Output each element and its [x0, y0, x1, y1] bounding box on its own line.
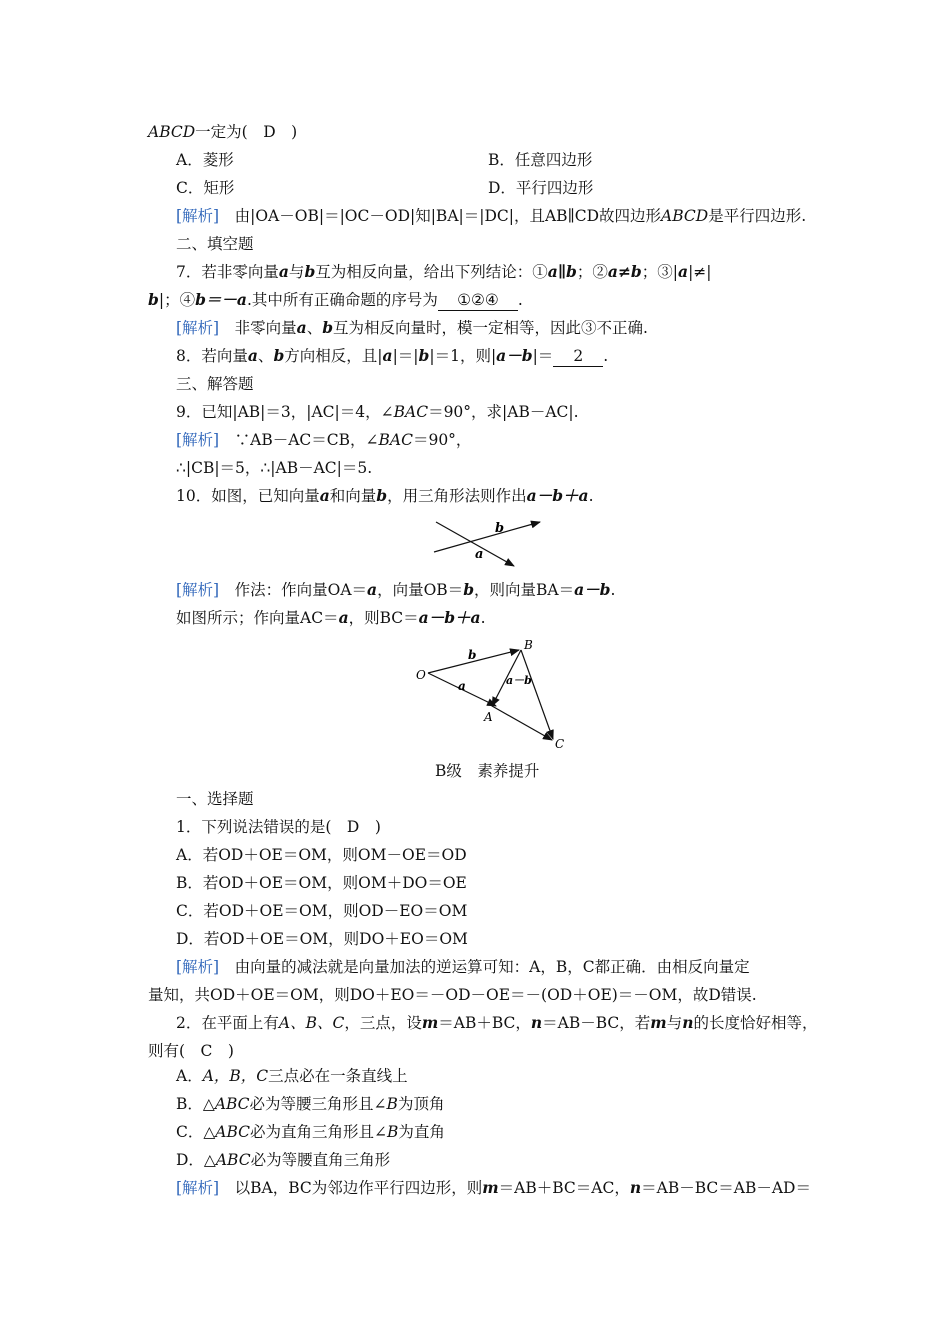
- q7-conclusion-4: b＝－a: [195, 290, 247, 309]
- b1-option-a: A．若OD＋OE＝OM，则OM－OE＝OD: [176, 846, 467, 864]
- q9-analysis-text: ＝90°，: [412, 431, 472, 449]
- q9-angle-name: BAC: [378, 431, 413, 449]
- b2-vec-m: m: [421, 1013, 439, 1032]
- label-b: b: [468, 648, 477, 662]
- b2-text: ，三点，设: [344, 1014, 422, 1032]
- q7-conclusion-1: a∥b: [547, 262, 577, 281]
- q7-analysis-text: 互为相反向量时，模一定相等，因此③不正确.: [333, 319, 648, 337]
- point-A: A: [484, 710, 493, 724]
- q9-analysis-text: ∵AB－AC＝CB，∠: [234, 431, 379, 449]
- b2-vec-n: n: [629, 1178, 642, 1197]
- b2-points: ABC: [214, 1095, 250, 1113]
- b2-text: 为直角: [398, 1123, 445, 1141]
- b2-option-b: [176, 1093, 444, 1115]
- b2-points: ABC: [215, 1151, 251, 1169]
- section-solutions: 三、解答题: [176, 375, 254, 393]
- q6-analysis-text: 由|OA－OB|＝|OC－OD|知|BA|＝|DC|，且AB∥CD故四边形: [234, 207, 662, 225]
- q6-analysis-italic: ABCD: [661, 207, 709, 225]
- q7-analysis-text: 、: [306, 319, 323, 337]
- q8-vec-b: b: [273, 346, 285, 365]
- b2-vec-m: m: [650, 1013, 667, 1032]
- q7-vec-b: b: [304, 262, 316, 281]
- q10-analysis-text: 作法：作向量OA＝: [234, 581, 368, 599]
- b2-stem-2: 则有( C ): [148, 1042, 234, 1060]
- q10-analysis-text: ，则向量BA＝: [474, 581, 575, 599]
- q8-vec-a: a: [382, 346, 393, 365]
- b2-text: ＝AB＋BC，: [438, 1014, 531, 1032]
- q10-expr: a－b: [574, 580, 611, 599]
- b2-vec-m: m: [482, 1178, 499, 1197]
- q7-text: .: [517, 291, 523, 309]
- q8-vec-b: b: [418, 346, 430, 365]
- point-C: C: [555, 737, 565, 751]
- q6-option-c: C．矩形: [176, 179, 235, 197]
- q6-option-b: B．任意四边形: [488, 151, 593, 169]
- label-b: b: [495, 521, 505, 536]
- q10-vec-b: b: [463, 580, 475, 599]
- q10-text: 10．如图，已知向量: [176, 487, 320, 505]
- section-fill-in: 二、填空题: [176, 235, 254, 253]
- analysis-tag: [解析]: [176, 1179, 220, 1197]
- q10-analysis-text: ，向量OB＝: [377, 581, 464, 599]
- q7-conclusion-2: a≠b: [607, 262, 642, 281]
- analysis-tag: [解析]: [176, 319, 220, 337]
- b2-points: A，B，C: [202, 1067, 269, 1085]
- q7-analysis-vec-b: b: [322, 318, 334, 337]
- b2-vec-n: n: [682, 1013, 694, 1032]
- b2-points: A、B、C: [278, 1014, 345, 1032]
- b1-stem: 1．下列说法错误的是( D ): [176, 818, 381, 836]
- b2-analysis: [176, 1177, 811, 1199]
- b2-analysis-text: ＝AB－BC＝AB－AD＝: [641, 1179, 811, 1197]
- b2-text: 2．在平面上有: [176, 1014, 279, 1032]
- b2-text: D．△: [176, 1151, 216, 1169]
- q10-vec-a: a: [319, 486, 330, 505]
- b1-option-b: B．若OD＋OE＝OM，则OM＋DO＝OE: [176, 874, 467, 892]
- q7-analysis-vec-a: a: [296, 318, 307, 337]
- b2-text: 必为直角三角形且∠: [250, 1123, 388, 1141]
- section-choice: 一、选择题: [176, 790, 254, 808]
- q7-text: |≠|: [688, 263, 712, 281]
- b2-option-d: [176, 1149, 390, 1171]
- q7-text: 互为相反向量，给出下列结论：①: [315, 263, 548, 281]
- q6-stem-rest: 一定为( D ): [195, 123, 298, 141]
- q8-text: |＝: [532, 347, 554, 365]
- level-b-heading: B级 素养提升: [435, 762, 540, 780]
- b2-stem-1: [176, 1012, 818, 1034]
- b2-points: B: [386, 1095, 398, 1113]
- q10-analysis-text: .: [610, 581, 616, 599]
- q9-text: 9．已知|AB|＝3，|AC|＝4，∠: [176, 403, 394, 421]
- q6-option-d: D．平行四边形: [488, 179, 594, 197]
- q8-text: |＝1，则|: [429, 347, 497, 365]
- q7-vec-b: b: [148, 290, 159, 309]
- q10-text: ，用三角形法则作出: [387, 487, 527, 505]
- label-a: a: [458, 679, 466, 693]
- b2-option-a: [176, 1065, 408, 1087]
- q10-text: .: [588, 487, 594, 505]
- b1-analysis-2: 量知，共OD＋OE＝OM，则DO＋EO＝－OD－OE＝－(OD＋OE)＝－OM，故D错误.: [148, 986, 757, 1004]
- q7-vec-a: a: [278, 262, 289, 281]
- q6-stem-italic: ABCD: [148, 123, 196, 141]
- q7-text: ；②: [576, 263, 608, 281]
- q6-option-a: A．菱形: [176, 151, 234, 169]
- q8-answer-blank: 2: [553, 346, 603, 367]
- b2-text: A．: [176, 1067, 203, 1085]
- b1-option-d: D．若OD＋OE＝OM，则DO＋EO＝OM: [176, 930, 468, 948]
- b2-text: 必为等腰三角形且∠: [249, 1095, 387, 1113]
- q7-text: ；③|: [641, 263, 679, 281]
- q7-analysis-text: 非零向量: [234, 319, 297, 337]
- q8-text: 、: [257, 347, 274, 365]
- q8-expr: a－b: [496, 346, 533, 365]
- analysis-tag: [解析]: [176, 958, 220, 976]
- q8-text: .: [603, 347, 609, 365]
- b1-option-c: C．若OD＋OE＝OM，则OD－EO＝OM: [176, 902, 468, 920]
- point-O: O: [416, 668, 426, 682]
- b2-text: C．△: [176, 1123, 216, 1141]
- q10-vec-a: a: [367, 580, 378, 599]
- b2-text: 的长度恰好相等，: [693, 1014, 818, 1032]
- b1-analysis-text: 由向量的减法就是向量加法的逆运算可知：A，B，C都正确．由相反向量定: [234, 958, 750, 976]
- q10-expr: a－b＋a: [418, 608, 481, 627]
- q8-text: 方向相反，且|: [284, 347, 383, 365]
- q8-text: |＝|: [392, 347, 419, 365]
- b2-analysis-text: 以BA，BC为邻边作平行四边形，则: [234, 1179, 483, 1197]
- b2-option-c: [176, 1121, 445, 1143]
- q10-analysis-text: 如图所示；作向量AC＝: [176, 609, 339, 627]
- analysis-tag: [解析]: [176, 581, 220, 599]
- analysis-tag: [解析]: [176, 431, 220, 449]
- q9-text: ＝90°，求|AB－AC|.: [428, 403, 579, 421]
- q8-text: 8．若向量: [176, 347, 248, 365]
- q7-text: |；④: [158, 291, 196, 309]
- point-B: B: [524, 638, 533, 652]
- b2-text: B．△: [176, 1095, 215, 1113]
- b2-points: B: [387, 1123, 399, 1141]
- b2-text: ＝AB－BC，若: [542, 1014, 651, 1032]
- q7-answer-blank: ①②④: [438, 290, 518, 311]
- analysis-tag: [解析]: [176, 207, 220, 225]
- q7-text: .其中所有正确命题的序号为: [246, 291, 438, 309]
- q8-vec-a: a: [247, 346, 258, 365]
- q9-angle-name: BAC: [393, 403, 429, 421]
- q10-expr: a－b＋a: [526, 486, 589, 505]
- b2-text: 为顶角: [397, 1095, 445, 1113]
- q7-conclusion-3: a: [678, 262, 689, 281]
- b2-text: 必为等腰直角三角形: [250, 1151, 391, 1169]
- b2-analysis-text: ＝AB＋BC＝AC，: [498, 1179, 630, 1197]
- q10-analysis-text: .: [480, 609, 486, 627]
- label-a: a: [475, 547, 484, 562]
- q10-vec-b: b: [376, 486, 388, 505]
- b2-text: 三点必在一条直线上: [268, 1067, 408, 1085]
- q10-text: 和向量: [329, 487, 377, 505]
- q9-analysis-2: ∴|CB|＝5，∴|AB－AC|＝5.: [176, 459, 373, 477]
- q10-vec-a: a: [338, 608, 349, 627]
- label-a-minus-b: a－b: [506, 674, 532, 687]
- q7-text: 7．若非零向量: [176, 263, 279, 281]
- q7-text: 与: [288, 263, 305, 281]
- b2-text: 与: [666, 1014, 683, 1032]
- q10-analysis-text: ，则BC＝: [348, 609, 419, 627]
- b2-points: ABC: [215, 1123, 251, 1141]
- q6-analysis-end: 是平行四边形.: [708, 207, 807, 225]
- b1-analysis-1: [176, 956, 750, 978]
- b2-vec-n: n: [530, 1013, 543, 1032]
